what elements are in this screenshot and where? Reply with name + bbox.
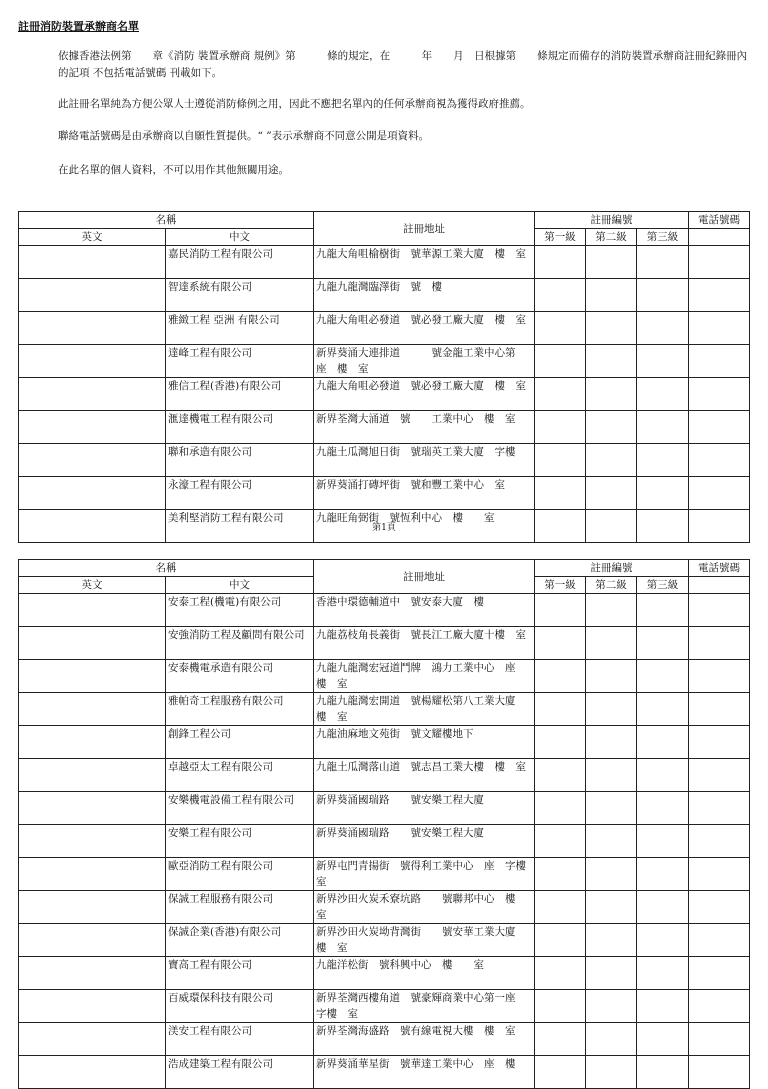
address-cell: 九龍九龍灣臨澤街 號 樓 [314,279,535,312]
address-cell: 新界荃灣海盛路 號有線電視大樓 樓 室 [314,1023,535,1056]
chinese-name-cell: 安泰工程(機電)有限公司 [166,594,314,627]
phone-cell [689,957,750,990]
class-3-cell [637,1056,689,1089]
class-1-cell [535,345,586,378]
header-english: 英文 [19,229,166,246]
chinese-name-cell: 智達系統有限公司 [166,279,314,312]
header-address: 註冊地址 [314,560,535,594]
header-class-3: 第三級 [637,229,689,246]
chinese-name-cell: 安樂工程有限公司 [166,825,314,858]
class-3-cell [637,411,689,444]
phone-cell [689,660,750,693]
table-row [19,825,750,858]
english-name-cell [19,246,166,279]
class-2-cell [586,693,637,726]
phone-cell [689,891,750,924]
header-phone: 電話號碼 [689,212,750,229]
address-cell: 九龍大角咀必發道 號必發工廠大廈 樓 室 [314,312,535,345]
class-3-cell [637,891,689,924]
chinese-name-cell: 美利堅消防工程有限公司 [166,510,314,543]
contractor-table-page-1 [18,211,750,543]
english-name-cell [19,990,166,1023]
chinese-name-cell: 浩成建築工程有限公司 [166,1056,314,1089]
address-cell: 九龍九龍灣宏冠道鬥牌 鴻力工業中心 座 樓 室 [314,660,535,693]
phone-cell [689,924,750,957]
phone-cell [689,279,750,312]
class-2-cell [586,792,637,825]
address-cell: 九龍油麻地文苑街 號文耀樓地下 [314,726,535,759]
class-2-cell [586,477,637,510]
english-name-cell [19,627,166,660]
header-class-1: 第一級 [535,577,586,594]
class-1-cell [535,1056,586,1089]
phone-cell [689,759,750,792]
phone-cell [689,378,750,411]
address-cell: 新界葵涌華星街 號華達工業中心 座 樓 [314,1056,535,1089]
chinese-name-cell: 安泰機電承造有限公司 [166,660,314,693]
class-2-cell [586,444,637,477]
chinese-name-cell: 達峰工程有限公司 [166,345,314,378]
class-3-cell [637,246,689,279]
chinese-name-cell: 滙達機電工程有限公司 [166,411,314,444]
class-2-cell [586,726,637,759]
class-3-cell [637,726,689,759]
table-row [19,477,750,510]
chinese-name-cell: 雅緻工程 亞洲 有限公司 [166,312,314,345]
class-1-cell [535,594,586,627]
address-cell: 新界沙田火炭坳背灣街 號安華工業大廈 樓 室 [314,924,535,957]
english-name-cell [19,477,166,510]
chinese-name-cell: 安強消防工程及顧問有限公司 [166,627,314,660]
phone-cell [689,411,750,444]
english-name-cell [19,660,166,693]
class-1-cell [535,660,586,693]
address-cell: 九龍洋松街 號科興中心 樓 室 [314,957,535,990]
class-3-cell [637,924,689,957]
class-3-cell [637,627,689,660]
table-row [19,246,750,279]
english-name-cell [19,957,166,990]
class-3-cell [637,759,689,792]
class-1-cell [535,378,586,411]
address-cell: 新界葵涌國瑞路 號安樂工程大廈 [314,792,535,825]
class-1-cell [535,957,586,990]
chinese-name-cell: 歐亞消防工程有限公司 [166,858,314,891]
header-class-2: 第二級 [586,229,637,246]
english-name-cell [19,924,166,957]
class-2-cell [586,594,637,627]
phone-cell [689,858,750,891]
chinese-name-cell: 嘉民消防工程有限公司 [166,246,314,279]
page-number: 第1頁 [372,523,396,533]
table-row [19,345,750,378]
header-phone-blank [689,577,750,594]
english-name-cell [19,858,166,891]
class-1-cell [535,726,586,759]
table-row [19,660,750,693]
class-2-cell [586,924,637,957]
address-cell: 九龍大角咀榆樹街 號華源工業大廈 樓 室 [314,246,535,279]
class-1-cell [535,1023,586,1056]
class-2-cell [586,957,637,990]
chinese-name-cell: 雅帕奇工程服務有限公司 [166,693,314,726]
class-2-cell [586,378,637,411]
table-row [19,726,750,759]
chinese-name-cell: 百威環保科技有限公司 [166,990,314,1023]
english-name-cell [19,759,166,792]
intro-paragraph-disclaimer: 此註冊名單純為方便公眾人士遵從消防條例之用，因此不應把名單內的任何承辦商視為獲得政府推薦。 [58,98,531,110]
address-cell: 九龍土瓜灣旭日街 號瑞英工業大廈 字樓 [314,444,535,477]
english-name-cell [19,1056,166,1089]
header-chinese: 中文 [166,229,314,246]
table-row [19,627,750,660]
address-cell: 新界葵涌大連排道 號金龍工業中心第 座 樓 室 [314,345,535,378]
table-row [19,891,750,924]
header-chinese: 中文 [166,577,314,594]
english-name-cell [19,594,166,627]
english-name-cell [19,825,166,858]
address-cell: 新界沙田火炭禾寮坑路 號聯邦中心 樓 室 [314,891,535,924]
class-2-cell [586,891,637,924]
english-name-cell [19,279,166,312]
class-2-cell [586,627,637,660]
class-3-cell [637,825,689,858]
class-2-cell [586,246,637,279]
table-row [19,693,750,726]
class-1-cell [535,924,586,957]
chinese-name-cell: 寶高工程有限公司 [166,957,314,990]
class-3-cell [637,378,689,411]
chinese-name-cell: 卓越亞太工程有限公司 [166,759,314,792]
header-name: 名稱 [19,560,314,577]
phone-cell [689,726,750,759]
english-name-cell [19,378,166,411]
class-3-cell [637,792,689,825]
class-3-cell [637,858,689,891]
header-class-1: 第一級 [535,229,586,246]
english-name-cell [19,411,166,444]
intro-paragraph-privacy: 在此名單的個人資料，不可以用作其他無關用途。 [58,164,289,176]
class-3-cell [637,345,689,378]
class-2-cell [586,759,637,792]
table-row [19,990,750,1023]
english-name-cell [19,1023,166,1056]
class-2-cell [586,1023,637,1056]
class-3-cell [637,444,689,477]
table-row [19,444,750,477]
header-phone: 電話號碼 [689,560,750,577]
class-3-cell [637,279,689,312]
phone-cell [689,1056,750,1089]
class-2-cell [586,312,637,345]
class-2-cell [586,660,637,693]
chinese-name-cell: 永濠工程有限公司 [166,477,314,510]
table-row [19,924,750,957]
class-2-cell [586,990,637,1023]
header-address: 註冊地址 [314,212,535,246]
phone-cell [689,594,750,627]
class-3-cell [637,594,689,627]
class-3-cell [637,693,689,726]
class-2-cell [586,825,637,858]
english-name-cell [19,726,166,759]
class-2-cell [586,1056,637,1089]
address-cell: 新界屯門青揚街 號得利工業中心 座 字樓 室 [314,858,535,891]
intro-paragraph-phone-note: 聯絡電話號碼是由承辦商以自願性質提供。“ ”表示承辦商不同意公開是項資料。 [58,130,430,142]
header-english: 英文 [19,577,166,594]
chinese-name-cell: 保誠企業(香港)有限公司 [166,924,314,957]
address-cell: 新界葵涌打磚坪街 號和豐工業中心 室 [314,477,535,510]
address-cell: 九龍土瓜灣落山道 號志昌工業大樓 樓 室 [314,759,535,792]
class-1-cell [535,858,586,891]
header-class-3: 第三級 [637,577,689,594]
header-reg-no: 註冊編號 [535,212,689,229]
table-row [19,411,750,444]
english-name-cell [19,312,166,345]
table-row [19,1023,750,1056]
chinese-name-cell: 雅信工程(香港)有限公司 [166,378,314,411]
phone-cell [689,312,750,345]
class-3-cell [637,312,689,345]
header-class-2: 第二級 [586,577,637,594]
class-3-cell [637,957,689,990]
header-phone-blank [689,229,750,246]
class-3-cell [637,660,689,693]
phone-cell [689,444,750,477]
table-row [19,594,750,627]
class-1-cell [535,279,586,312]
phone-cell [689,627,750,660]
phone-cell [689,246,750,279]
contractor-table-page-2 [18,559,750,1089]
table-row [19,279,750,312]
address-cell: 香港中環德輔道中 號安泰大廈 樓 [314,594,535,627]
address-cell: 九龍大角咀必發道 號必發工廠大廈 樓 室 [314,378,535,411]
phone-cell [689,693,750,726]
page-title: 註冊消防裝置承辦商名單 [18,20,139,33]
chinese-name-cell: 安樂機電設備工程有限公司 [166,792,314,825]
class-1-cell [535,411,586,444]
class-2-cell [586,279,637,312]
class-1-cell [535,693,586,726]
table-row [19,312,750,345]
table-row [19,792,750,825]
class-1-cell [535,246,586,279]
english-name-cell [19,345,166,378]
class-1-cell [535,477,586,510]
address-cell: 新界荃灣西樓角道 號豪輝商業中心第一座 字樓 室 [314,990,535,1023]
class-3-cell [637,990,689,1023]
header-reg-no: 註冊編號 [535,560,689,577]
phone-cell [689,792,750,825]
english-name-cell [19,693,166,726]
table-row [19,858,750,891]
chinese-name-cell: 保誠工程服務有限公司 [166,891,314,924]
address-cell: 九龍荔枝角長義街 號長江工廠大廈十樓 室 [314,627,535,660]
phone-cell [689,477,750,510]
english-name-cell [19,891,166,924]
class-1-cell [535,312,586,345]
table-row [19,957,750,990]
header-name: 名稱 [19,212,314,229]
class-2-cell [586,411,637,444]
chinese-name-cell: 渼安工程有限公司 [166,1023,314,1056]
phone-cell [689,825,750,858]
chinese-name-cell: 聯和承造有限公司 [166,444,314,477]
address-cell: 新界荃灣大涌道 號 工業中心 樓 室 [314,411,535,444]
class-1-cell [535,825,586,858]
english-name-cell [19,792,166,825]
class-3-cell [637,1023,689,1056]
chinese-name-cell: 創鋒工程公司 [166,726,314,759]
address-cell: 新界葵涌國瑞路 號安樂工程大廈 [314,825,535,858]
phone-cell [689,990,750,1023]
address-cell: 九龍旺角弼街 號恆利中心 樓 室 [314,510,535,543]
intro-paragraph-legal-basis: 依據香港法例第 章《消防 裝置承辦商 規例》第 條的規定，在 年 月 日根據第 條規定而備存的消防裝置承辦商註冊紀錄冊內的記項 不包括電話號碼 刊載如下。 [58,50,748,79]
class-1-cell [535,444,586,477]
phone-cell [689,1023,750,1056]
class-2-cell [586,858,637,891]
class-1-cell [535,990,586,1023]
class-3-cell [637,477,689,510]
class-1-cell [535,891,586,924]
table-row [19,1056,750,1089]
class-1-cell [535,792,586,825]
address-cell: 九龍九龍灣宏開道 號楊耀松第八工業大廈 樓 室 [314,693,535,726]
phone-cell [689,345,750,378]
class-1-cell [535,627,586,660]
class-2-cell [586,345,637,378]
table-row [19,378,750,411]
class-1-cell [535,759,586,792]
english-name-cell [19,444,166,477]
table-row [19,759,750,792]
